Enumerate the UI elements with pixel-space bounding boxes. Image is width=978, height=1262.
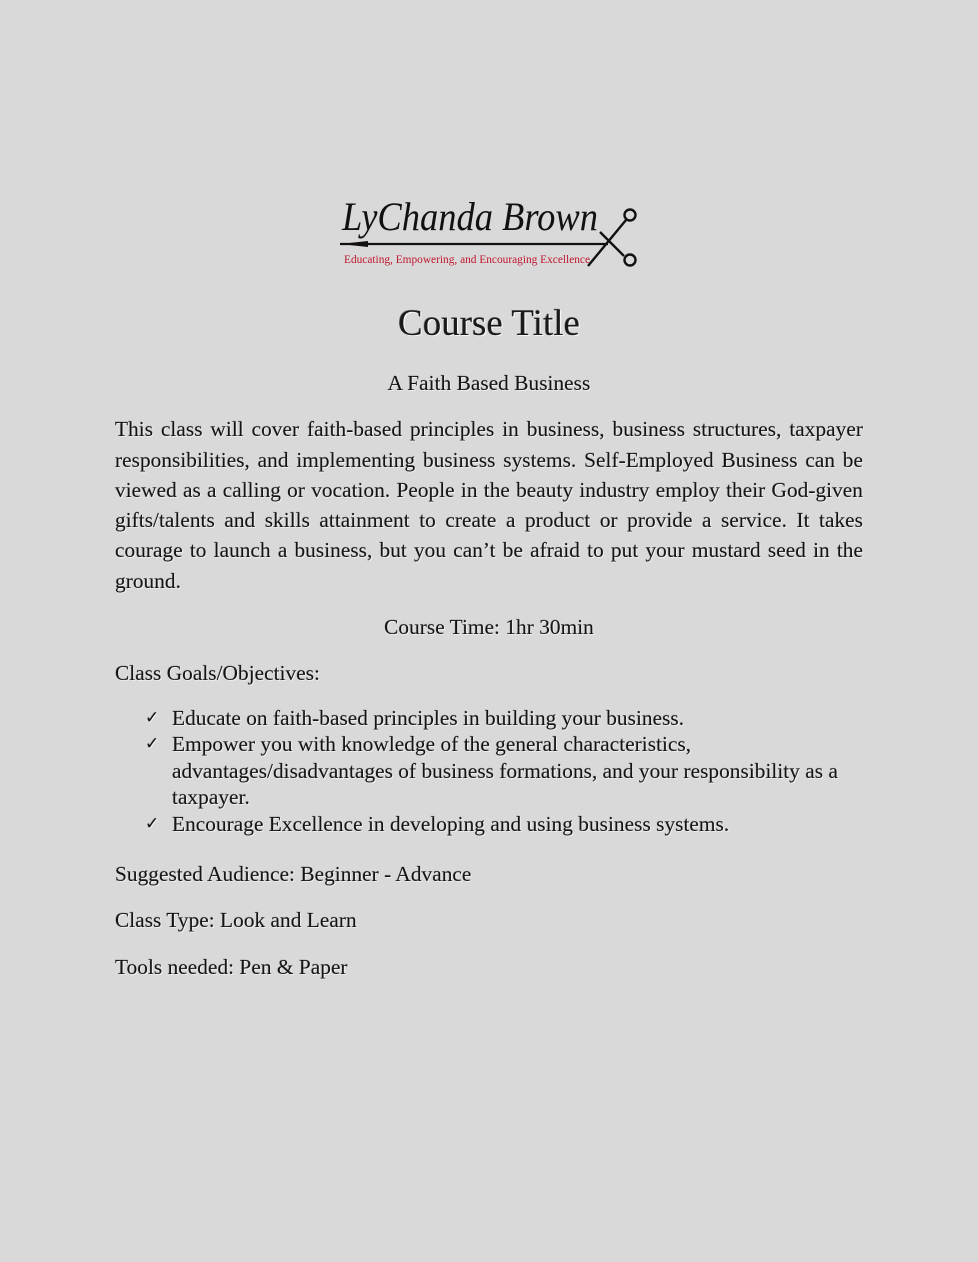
course-subtitle: A Faith Based Business	[387, 371, 591, 395]
checkmark-icon: ✓	[145, 707, 160, 728]
goals-list	[115, 705, 863, 838]
goal-text: Educate on faith-based principles in building your business.	[172, 705, 685, 730]
goal-item	[145, 811, 863, 838]
goal-text: Empower you with knowledge of the general characteristics, advantages/disadvantages of business formations, and your responsibility as a taxpayer.	[172, 732, 838, 810]
course-description: This class will cover faith-based principles in business, business structures, taxpayer responsibilities, and implementing business systems. Self-Employed Business can be viewed as a calling or vocation. People in the beauty industry employ their God-given gifts/talents and skills attainment to create a product or provide a service. It takes courage to launch a business, but you can’t be afraid to put your mustard seed in the ground.	[115, 417, 863, 593]
tools-needed: Tools needed: Pen & Paper	[115, 954, 348, 979]
course-title: Course Title	[398, 303, 580, 344]
logo-name: LyChanda Brown	[341, 194, 598, 239]
goals-heading: Class Goals/Objectives:	[115, 661, 320, 686]
class-type: Class Type: Look and Learn	[115, 908, 357, 933]
checkmark-icon: ✓	[145, 813, 160, 834]
goal-item	[145, 705, 863, 732]
goal-item	[145, 731, 863, 811]
logo-graphic	[338, 186, 642, 272]
goal-text: Encourage Excellence in developing and using business systems.	[172, 811, 730, 836]
suggested-audience: Suggested Audience: Beginner - Advance	[115, 862, 472, 887]
logo	[338, 186, 642, 272]
course-time: Course Time: 1hr 30min	[384, 615, 594, 640]
logo-tagline: Educating, Empowering, and Encouraging Excellence	[344, 254, 590, 266]
course-sheet	[115, 300, 863, 998]
checkmark-icon: ✓	[145, 734, 160, 755]
